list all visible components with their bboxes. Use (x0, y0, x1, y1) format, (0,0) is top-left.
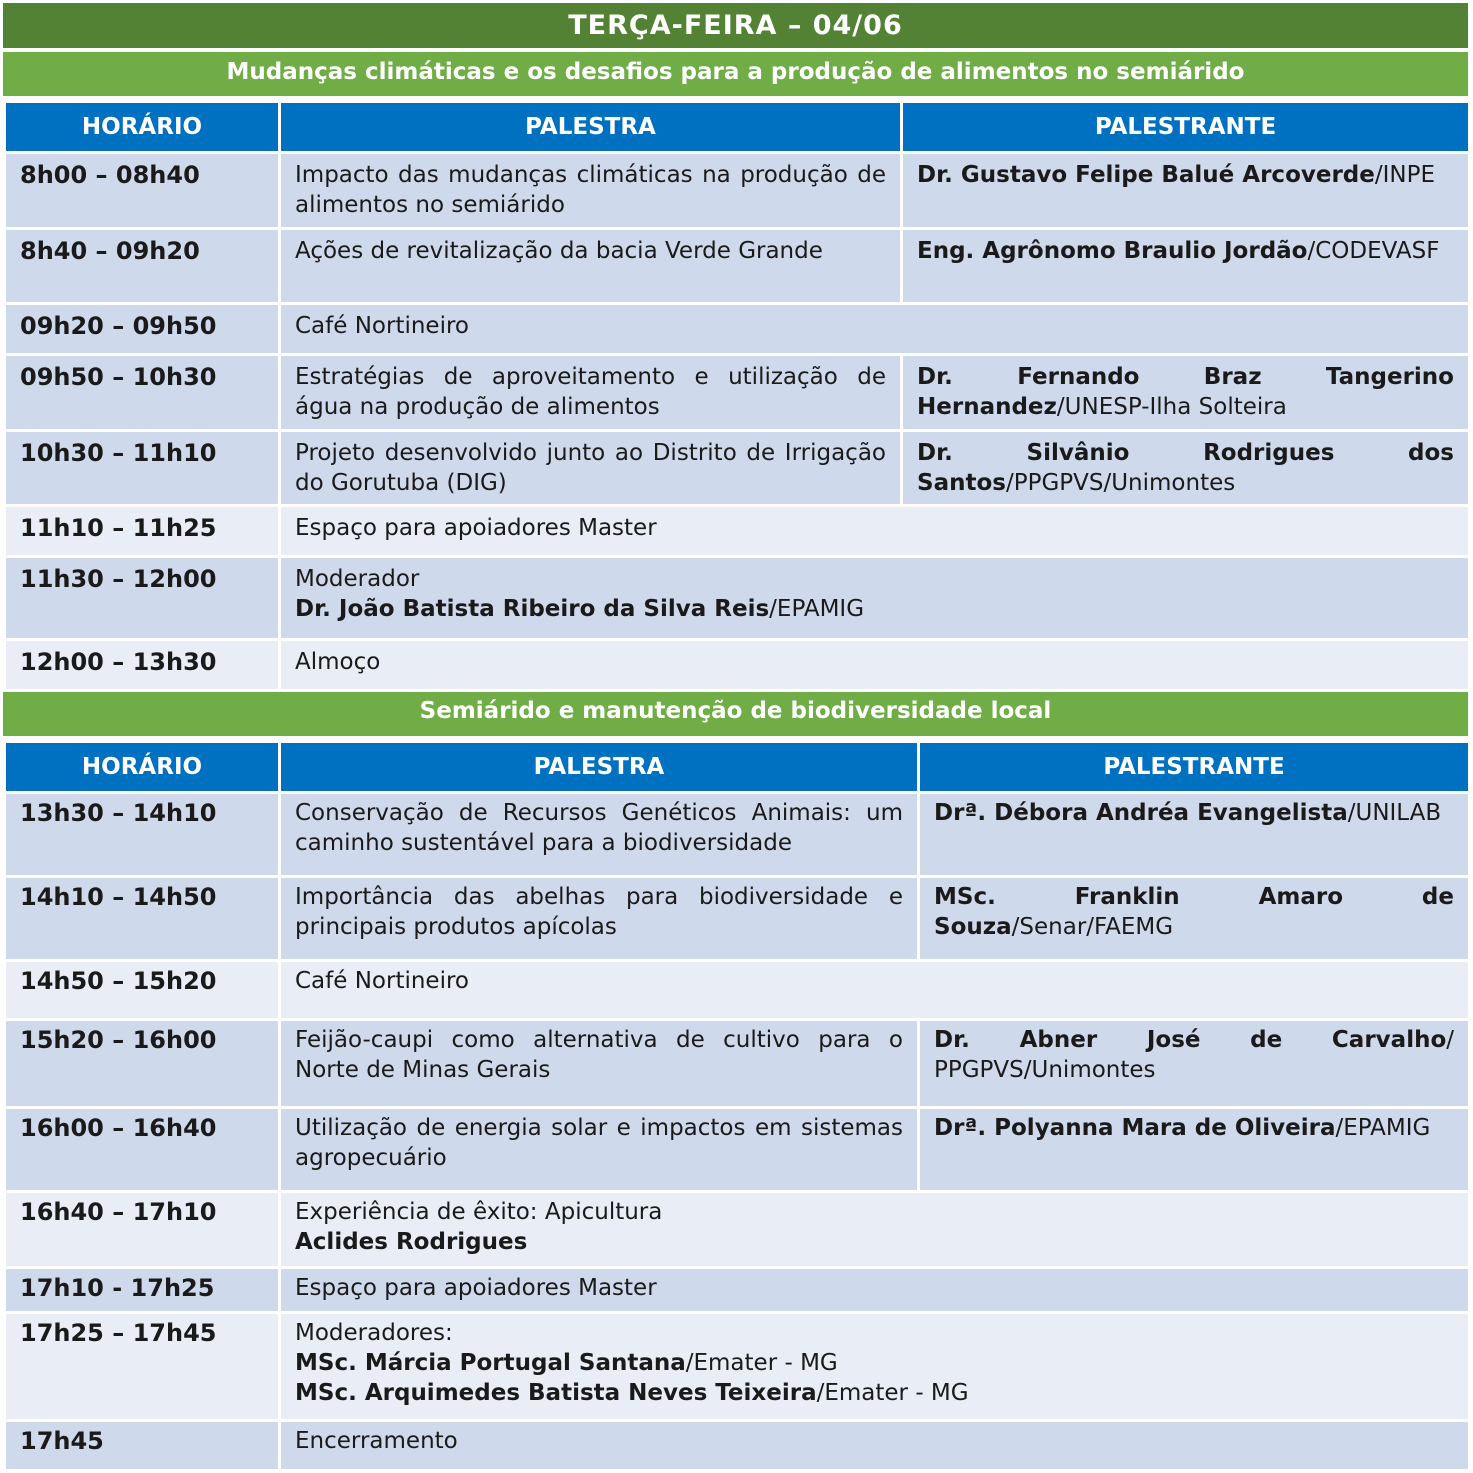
speaker-cell (902, 355, 1470, 431)
talk-cell (280, 1192, 1470, 1268)
table-row (5, 1108, 1470, 1192)
time-cell: 16h40 – 17h10 (5, 1192, 280, 1268)
table-row (5, 431, 1470, 506)
time-cell: 16h00 – 16h40 (5, 1108, 280, 1192)
time-cell: 09h20 – 09h50 (5, 304, 280, 355)
affiliation: /Emater - MG (816, 1380, 969, 1406)
talk-title: Impacto das mudanças climáticas na produção de alimentos no semiárido (295, 162, 886, 218)
table-row (5, 304, 1470, 355)
time-cell: 12h00 – 13h30 (5, 640, 280, 691)
time-cell: 17h25 – 17h45 (5, 1313, 280, 1421)
header-palestra: PALESTRA (280, 102, 902, 153)
talk-cell (280, 640, 1470, 691)
talk-cell (280, 304, 1470, 355)
time-cell: 11h30 – 12h00 (5, 557, 280, 640)
talk-title: Encerramento (295, 1428, 458, 1454)
time-cell: 8h40 – 09h20 (5, 229, 280, 304)
time-cell: 17h10 - 17h25 (5, 1268, 280, 1313)
table-row (5, 1313, 1470, 1421)
talk-title: Espaço para apoiadores Master (295, 1275, 657, 1301)
table-row (5, 640, 1470, 691)
section-2-rows (5, 793, 1470, 1471)
talk-cell (280, 1020, 919, 1108)
speaker-name: MSc. Franklin Amaro de Souza (934, 884, 1454, 940)
header-palestrante: PALESTRANTE (902, 102, 1470, 153)
section-1-theme: Mudanças climáticas e os desafios para a produção de alimentos no semiárido (3, 52, 1468, 100)
speaker-cell (919, 877, 1470, 961)
talk-title: Almoço (295, 649, 381, 675)
speaker-affiliation: /UNILAB (1347, 800, 1442, 826)
speaker-affiliation: /EPAMIG (1335, 1115, 1431, 1141)
talk-cell (280, 1268, 1470, 1313)
affiliation: /EPAMIG (769, 596, 865, 622)
talk-title: Moderadores: (295, 1320, 453, 1346)
time-cell: 14h50 – 15h20 (5, 961, 280, 1020)
talk-title: Conservação de Recursos Genéticos Animais: um caminho sustentável para a biodiversidade (295, 800, 903, 856)
speaker-name: Dr. Silvânio Rodrigues dos Santos (917, 440, 1454, 496)
speaker-cell (919, 1020, 1470, 1108)
speaker-affiliation: /CODEVASF (1307, 238, 1440, 264)
header-horario: HORÁRIO (5, 742, 280, 793)
person-name: MSc. Márcia Portugal Santana (295, 1350, 686, 1376)
table-row (5, 506, 1470, 557)
talk-title: Café Nortineiro (295, 313, 469, 339)
speaker-name: Eng. Agrônomo Braulio Jordão (917, 238, 1308, 264)
table-row (5, 961, 1470, 1020)
table-row (5, 229, 1470, 304)
day-title: TERÇA-FEIRA – 04/06 (3, 3, 1468, 52)
table-row (5, 793, 1470, 877)
table-row (5, 1421, 1470, 1471)
time-cell: 13h30 – 14h10 (5, 793, 280, 877)
person-name: MSc. Arquimedes Batista Neves Teixeira (295, 1380, 817, 1406)
talk-cell (280, 506, 1470, 557)
moderator-line (295, 594, 1454, 624)
talk-cell (280, 557, 1470, 640)
affiliation: /Emater - MG (685, 1350, 838, 1376)
talk-cell (280, 355, 902, 431)
talk-cell (280, 1421, 1470, 1471)
section-2-table (3, 740, 1471, 1472)
speaker-affiliation: /UNESP-Ilha Solteira (1056, 394, 1287, 420)
speaker-cell (919, 793, 1470, 877)
talk-cell (280, 153, 902, 229)
speaker-affiliation: /PPGPVS/Unimontes (1005, 470, 1236, 496)
talk-title: Projeto desenvolvido junto ao Distrito de Irrigação do Gorutuba (DIG) (295, 440, 886, 496)
table-row (5, 1192, 1470, 1268)
speaker-name: Drª. Polyanna Mara de Oliveira (934, 1115, 1336, 1141)
speaker-name: Dr. Abner José de Carvalho (934, 1027, 1447, 1053)
moderator-line (295, 1227, 1454, 1257)
talk-title: Moderador (295, 566, 420, 592)
talk-title: Café Nortineiro (295, 968, 469, 994)
time-cell: 14h10 – 14h50 (5, 877, 280, 961)
time-cell: 11h10 – 11h25 (5, 506, 280, 557)
talk-title: Estratégias de aproveitamento e utilização de água na produção de alimentos (295, 364, 886, 420)
speaker-affiliation: /INPE (1374, 162, 1436, 188)
header-palestra: PALESTRA (280, 742, 919, 793)
time-cell: 8h00 – 08h40 (5, 153, 280, 229)
talk-cell (280, 1108, 919, 1192)
speaker-cell (902, 431, 1470, 506)
section-1-rows (5, 153, 1470, 691)
talk-cell (280, 961, 1470, 1020)
header-palestrante: PALESTRANTE (919, 742, 1470, 793)
speaker-cell (902, 229, 1470, 304)
table-row (5, 877, 1470, 961)
talk-cell (280, 1313, 1470, 1421)
table-row (5, 153, 1470, 229)
talk-title: Experiência de êxito: Apicultura (295, 1199, 663, 1225)
person-name: Dr. João Batista Ribeiro da Silva Reis (295, 596, 770, 622)
speaker-name: Dr. Fernando Braz Tangerino Hernandez (917, 364, 1454, 420)
talk-title: Espaço para apoiadores Master (295, 515, 657, 541)
section-1-table (3, 100, 1471, 692)
speaker-affiliation: / PPGPVS/Unimontes (934, 1027, 1454, 1083)
header-horario: HORÁRIO (5, 102, 280, 153)
talk-cell (280, 229, 902, 304)
table-row (5, 355, 1470, 431)
talk-cell (280, 431, 902, 506)
time-cell: 15h20 – 16h00 (5, 1020, 280, 1108)
time-cell: 09h50 – 10h30 (5, 355, 280, 431)
talk-cell (280, 793, 919, 877)
speaker-cell (902, 153, 1470, 229)
talk-title: Importância das abelhas para biodiversidade e principais produtos apícolas (295, 884, 903, 940)
person-name: Aclides Rodrigues (295, 1229, 528, 1255)
moderator-line (295, 1348, 1454, 1378)
speaker-affiliation: /Senar/FAEMG (1011, 914, 1174, 940)
speaker-name: Dr. Gustavo Felipe Balué Arcoverde (917, 162, 1375, 188)
talk-title: Feijão-caupi como alternativa de cultivo para o Norte de Minas Gerais (295, 1027, 903, 1083)
talk-cell (280, 877, 919, 961)
speaker-cell (919, 1108, 1470, 1192)
table-row (5, 1268, 1470, 1313)
section-2-theme: Semiárido e manutenção de biodiversidade local (3, 692, 1468, 740)
moderator-line (295, 1378, 1454, 1408)
talk-title: Utilização de energia solar e impactos em sistemas agropecuário (295, 1115, 903, 1171)
speaker-name: Drª. Débora Andréa Evangelista (934, 800, 1348, 826)
time-cell: 10h30 – 11h10 (5, 431, 280, 506)
table-row (5, 1020, 1470, 1108)
table-row (5, 557, 1470, 640)
time-cell: 17h45 (5, 1421, 280, 1471)
schedule-page (3, 3, 1468, 1472)
talk-title: Ações de revitalização da bacia Verde Grande (295, 238, 823, 264)
